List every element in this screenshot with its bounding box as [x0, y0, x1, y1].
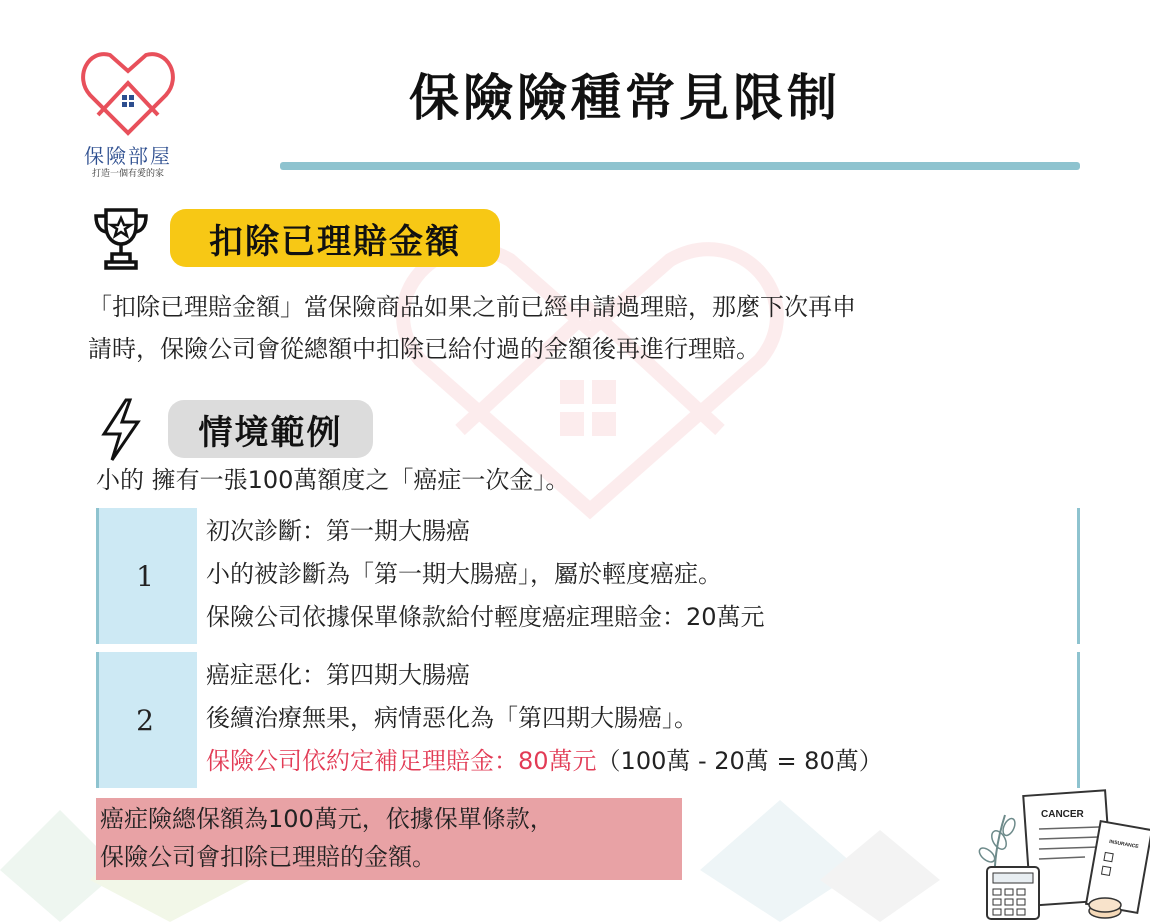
insurance-document-label: INSURANCE: [1108, 838, 1140, 851]
trophy-icon: [92, 204, 150, 272]
step-payout: 保險公司依據保單條款給付輕度癌症理賠金：20萬元: [206, 603, 765, 631]
step-payout: [206, 740, 1066, 783]
step-number: 1: [136, 559, 154, 593]
definition-paragraph: [88, 286, 1088, 370]
step-description: 小的被診斷為「第一期大腸癌」，屬於輕度癌症。: [206, 560, 722, 588]
scenario-intro: 小的 擁有一張100萬額度之「癌症一次金」。: [96, 466, 570, 494]
step-title: 初次診斷：第一期大腸癌: [206, 517, 470, 545]
step-1: [96, 508, 1080, 644]
logo-tagline: 打造一個有愛的家: [91, 169, 164, 179]
summary-line-1: 癌症險總保額為100萬元，依據保單條款，: [100, 805, 554, 833]
step-payout-calculation: （100萬 - 20萬 = 80萬）: [596, 747, 883, 775]
brand-logo: [78, 45, 178, 185]
logo-name: 保險部屋: [84, 144, 172, 168]
step-payout-highlight: 保險公司依約定補足理賠金：80萬元: [206, 747, 597, 775]
lightning-icon: [100, 398, 142, 462]
page-title: 保險險種常見限制: [409, 69, 841, 127]
summary-line-2: 保險公司會扣除已理賠的金額。: [100, 843, 436, 871]
definition-line-1: 「扣除已理賠金額」當保險商品如果之前已經申請過理賠，那麼下次再申: [88, 293, 856, 321]
summary-box: [96, 798, 682, 880]
step-number: 2: [136, 703, 154, 737]
step-title: 癌症惡化：第四期大腸癌: [206, 661, 470, 689]
heart-house-icon: [78, 45, 178, 140]
step-border: [1077, 652, 1080, 788]
cancer-insurance-illustration: [965, 785, 1150, 922]
step-border: [1077, 508, 1080, 644]
step-2: [96, 652, 1080, 788]
section-heading-scenario: 情境範例: [168, 400, 373, 458]
step-description: 後續治療無果，病情惡化為「第四期大腸癌」。: [206, 704, 698, 732]
definition-line-2: 請時，保險公司會從總額中扣除已給付過的金額後再進行理賠。: [88, 335, 760, 363]
title-underline: [280, 162, 1080, 170]
document-label: CANCER: [1041, 809, 1084, 820]
section-heading-deduct: 扣除已理賠金額: [170, 209, 500, 267]
